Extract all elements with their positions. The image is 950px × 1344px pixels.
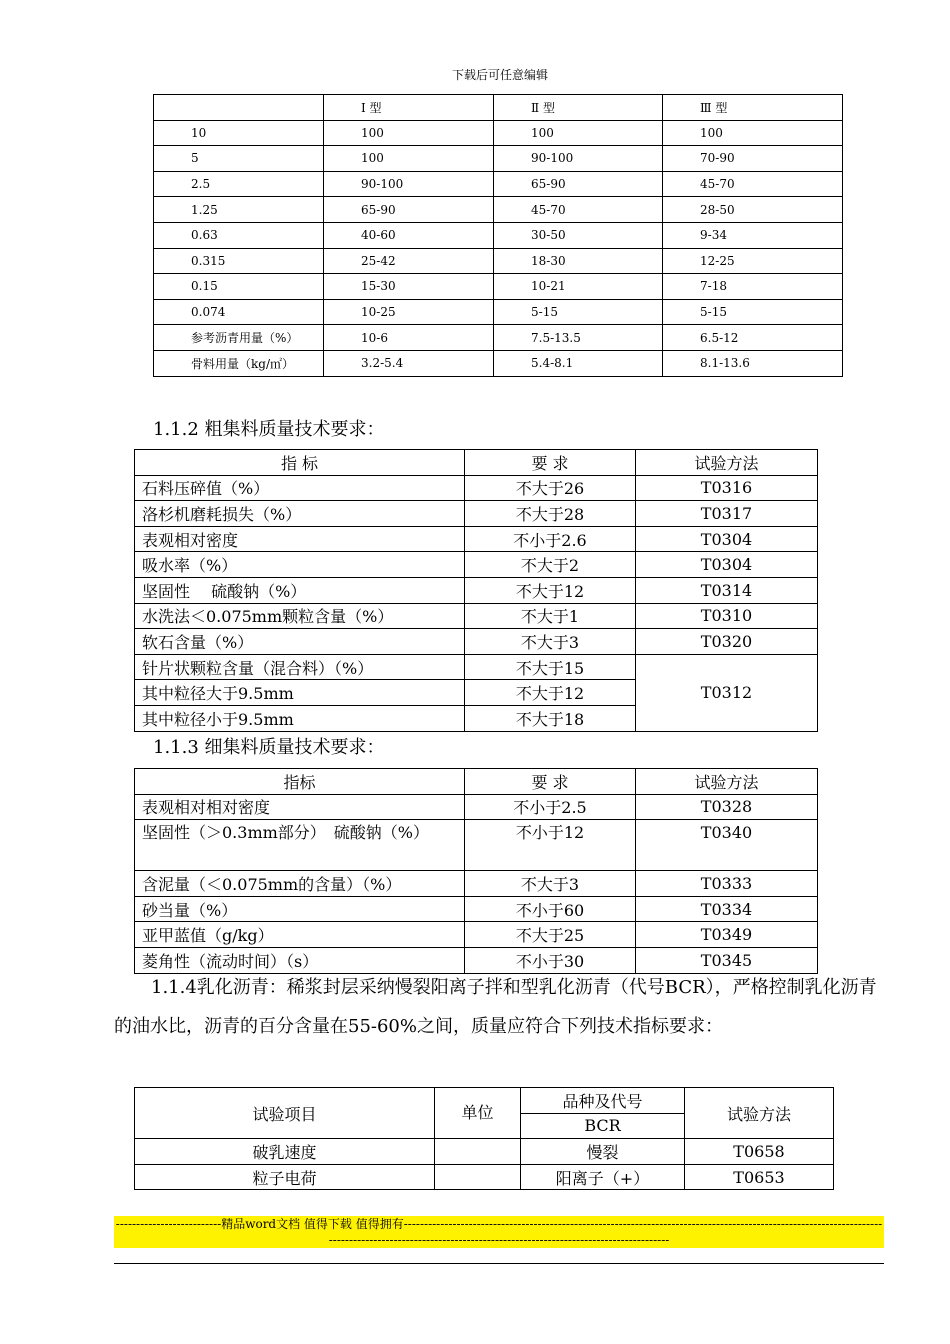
table-header-cell: 试验方法 [636,450,818,476]
table-row [135,871,818,897]
table-cell: 10-6 [324,325,494,351]
table-header-cell: 单位 [435,1088,521,1139]
table-cell: 25-42 [324,248,494,274]
table-header-cell: 品种及代号 [521,1088,685,1114]
table-cell: 表观相对密度 [135,526,465,552]
table-row [135,794,818,820]
table-cell: T0312 [636,654,818,731]
table-row [135,603,818,629]
table-cell: 不大于15 [465,654,636,680]
table-row [135,577,818,603]
table-cell: 15-30 [324,274,494,300]
table-header-row [154,95,843,121]
footer-banner: --------------------------精品word文档 值得下载 值得拥有---------------------------------------------------------------------------------------------------------------------------------------------------------------------------------------------------------- [115,1217,883,1247]
table-row [135,654,818,680]
table-header-cell [154,95,324,121]
table-cell: 水洗法＜0.075mm颗粒含量（%） [135,603,465,629]
table-row [154,222,843,248]
table-cell: 2.5 [154,171,324,197]
gradation-table [153,94,843,377]
table-header-cell: 要 求 [465,450,636,476]
table-cell: 砂当量（%） [135,896,465,922]
table-cell: 不大于25 [465,922,636,948]
table-header-row [135,450,818,476]
table-row [154,171,843,197]
table-cell: 100 [494,120,663,146]
table-header-cell: BCR [521,1113,685,1139]
table-cell: 10 [154,120,324,146]
table-cell [435,1164,521,1190]
table-cell: T0320 [636,629,818,655]
table-cell: 其中粒径小于9.5mm [135,705,465,731]
table-cell: 不大于28 [465,501,636,527]
table-cell: 10-25 [324,299,494,325]
table-header-row [135,769,818,795]
table-cell: T0316 [636,475,818,501]
table-row [135,1164,834,1190]
table-row [135,629,818,655]
table-header-cell: 要 求 [465,769,636,795]
table-cell: 菱角性（流动时间）（s） [135,947,465,973]
table-cell: 不小于12 [465,820,636,871]
table-cell: 5 [154,146,324,172]
table-cell: 28-50 [663,197,843,223]
table-cell: 90-100 [494,146,663,172]
table-cell: 石料压碎值（%） [135,475,465,501]
table-cell: 不大于1 [465,603,636,629]
table-row [135,501,818,527]
emulsified-asphalt-paragraph: 1.1.4乳化沥青：稀浆封层采纳慢裂阳离子拌和型乳化沥青（代号BCR），严格控制乳化沥青的油水比，沥青的百分含量在55-60%之间，质量应符合下列技术指标要求： [114,977,877,1037]
table-header-cell: Ⅲ 型 [663,95,843,121]
table-cell: 100 [663,120,843,146]
table-cell: 8.1-13.6 [663,350,843,376]
table-cell: 100 [324,120,494,146]
table-cell: 其中粒径大于9.5mm [135,680,465,706]
table-row [154,350,843,376]
table-cell: T0658 [685,1139,834,1165]
table-row [135,475,818,501]
table-cell: 不大于18 [465,705,636,731]
table-cell: 10-21 [494,274,663,300]
table-cell: 不小于2.5 [465,794,636,820]
table-cell: 40-60 [324,222,494,248]
table-cell: 0.074 [154,299,324,325]
table-cell: 坚固性 硫酸钠（%） [135,577,465,603]
table-cell: 9-34 [663,222,843,248]
table-cell: 70-90 [663,146,843,172]
table-cell: 不大于12 [465,680,636,706]
table-cell [435,1139,521,1165]
table-cell: 7.5-13.5 [494,325,663,351]
table-header-cell: 试验方法 [636,769,818,795]
table-row [135,922,818,948]
table-header-cell: 指标 [135,769,465,795]
emulsion-spec-table [134,1087,834,1190]
table-row [154,146,843,172]
table-cell: T0653 [685,1164,834,1190]
table-cell: T0328 [636,794,818,820]
table-cell: T0304 [636,552,818,578]
table-cell: 6.5-12 [663,325,843,351]
table-cell: 粒子电荷 [135,1164,435,1190]
table-cell: 5.4-8.1 [494,350,663,376]
table-cell: 不大于12 [465,577,636,603]
section-heading-fine: 1.1.3 细集料质量技术要求： [153,737,385,758]
table-header-cell: Ⅰ 型 [324,95,494,121]
table-cell: 针片状颗粒含量（混合料）（%） [135,654,465,680]
table-cell: T0333 [636,871,818,897]
table-cell: 0.63 [154,222,324,248]
table-cell: 表观相对相对密度 [135,794,465,820]
table-cell: T0310 [636,603,818,629]
table-cell: 1.25 [154,197,324,223]
table-cell: T0317 [636,501,818,527]
table-cell: 100 [324,146,494,172]
table-cell: 含泥量（＜0.075mm的含量）（%） [135,871,465,897]
table-row [135,896,818,922]
table-row [135,526,818,552]
table-header-cell: Ⅱ 型 [494,95,663,121]
table-cell: 坚固性（＞0.3mm部分） 硫酸钠（%） [135,820,465,871]
table-cell: 破乳速度 [135,1139,435,1165]
header-note: 下载后可任意编辑 [451,68,548,82]
table-cell: T0314 [636,577,818,603]
table-row [154,197,843,223]
footer-rule [114,1263,884,1264]
table-cell: 90-100 [324,171,494,197]
table-cell: 不小于30 [465,947,636,973]
table-cell: 不大于26 [465,475,636,501]
table-cell: 不大于3 [465,871,636,897]
table-row [154,274,843,300]
table-cell: 不大于2 [465,552,636,578]
table-cell: T0345 [636,947,818,973]
table-cell: 30-50 [494,222,663,248]
table-cell: 45-70 [663,171,843,197]
table-cell: T0334 [636,896,818,922]
table-cell: 不大于3 [465,629,636,655]
table-cell: 洛杉机磨耗损失（%） [135,501,465,527]
fine-aggregate-table [134,768,818,974]
table-cell: 0.315 [154,248,324,274]
table-cell: 骨料用量（kg/㎡） [154,350,324,376]
table-row [154,120,843,146]
table-cell: 7-18 [663,274,843,300]
table-cell: 慢裂 [521,1139,685,1165]
table-cell: 不小于2.6 [465,526,636,552]
table-cell: 亚甲蓝值（g/kg） [135,922,465,948]
table-cell: 65-90 [494,171,663,197]
table-row [135,820,818,871]
table-header-cell: 指 标 [135,450,465,476]
coarse-aggregate-table [134,449,818,732]
table-row [154,325,843,351]
table-row [154,248,843,274]
table-cell: 65-90 [324,197,494,223]
section-heading-coarse: 1.1.2 粗集料质量技术要求： [153,419,385,440]
table-header-cell: 试验项目 [135,1088,435,1139]
table-header-row [135,1088,834,1114]
table-cell: 12-25 [663,248,843,274]
table-header-cell: 试验方法 [685,1088,834,1139]
table-cell: 阳离子（+） [521,1164,685,1190]
table-cell: 软石含量（%） [135,629,465,655]
table-cell: 3.2-5.4 [324,350,494,376]
table-cell: T0304 [636,526,818,552]
table-cell: 18-30 [494,248,663,274]
table-cell: 参考沥青用量（%） [154,325,324,351]
table-cell: 0.15 [154,274,324,300]
table-row [135,1139,834,1165]
table-row [135,552,818,578]
table-cell: 5-15 [494,299,663,325]
table-cell: 不小于60 [465,896,636,922]
table-cell: 5-15 [663,299,843,325]
table-cell: 45-70 [494,197,663,223]
table-cell: 吸水率（%） [135,552,465,578]
table-row [154,299,843,325]
table-cell: T0349 [636,922,818,948]
table-cell: T0340 [636,820,818,871]
